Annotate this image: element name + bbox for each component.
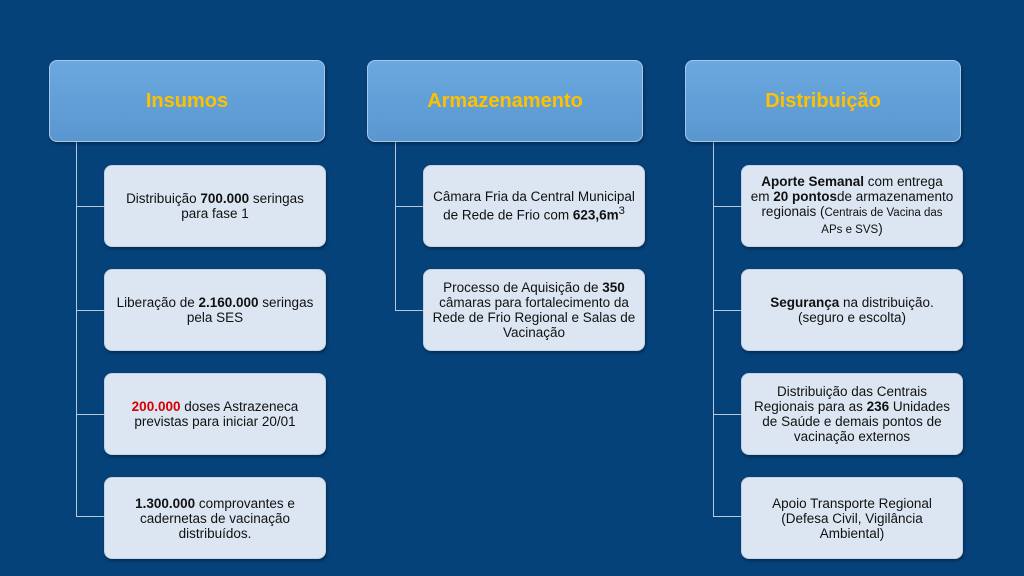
card-text-fragment: Liberação de xyxy=(116,295,199,310)
connector-line xyxy=(76,310,104,311)
card-text-fragment: 700.000 xyxy=(200,191,250,206)
card-text-fragment: Aporte Semanal xyxy=(761,174,864,189)
card-insumos-3 xyxy=(104,373,326,455)
card-text-fragment: Câmara Fria da Central Municipal de Rede de Frio com xyxy=(433,189,635,223)
card-text xyxy=(750,384,954,444)
card-text xyxy=(750,295,954,325)
connector-line xyxy=(395,310,423,311)
card-distribuicao-4 xyxy=(741,477,963,559)
connector-line xyxy=(76,414,104,415)
card-text-fragment: seringas para fase 1 xyxy=(181,191,304,221)
card-text xyxy=(432,189,636,223)
header-title: Insumos xyxy=(145,89,229,112)
connector-line xyxy=(395,142,396,310)
card-distribuicao-2 xyxy=(741,269,963,351)
card-text-fragment: 2.160.000 xyxy=(198,295,259,310)
card-text-fragment: 3 xyxy=(618,205,625,218)
card-text-fragment: Apoio Transporte Regional (Defesa Civil, Vigilância Ambiental) xyxy=(772,495,932,541)
connector-line xyxy=(713,516,741,517)
connector-line xyxy=(713,310,741,311)
card-text-fragment: ) xyxy=(878,221,883,236)
card-text xyxy=(113,191,317,221)
card-text-fragment: câmaras para fortalecimento da Rede de Frio Regional e Salas de Vacinação xyxy=(432,295,636,340)
card-text-fragment: ( xyxy=(819,204,825,219)
card-text xyxy=(750,496,954,541)
header-title: Distribuição xyxy=(765,89,881,112)
connector-line xyxy=(395,206,423,207)
card-text-fragment: Distribuição xyxy=(126,191,201,206)
card-text xyxy=(113,399,317,429)
card-text-fragment: Distribuição das Centrais Regionais para as xyxy=(754,384,928,414)
connector-line xyxy=(76,142,77,516)
card-text-fragment: Processo de Aquisição de xyxy=(443,280,603,295)
connector-line xyxy=(713,206,741,207)
card-text xyxy=(113,496,317,541)
connector-line xyxy=(76,206,104,207)
card-text-fragment: Centrais de Vacina das APs e SVS xyxy=(821,207,943,236)
card-text xyxy=(750,174,954,238)
connector-line xyxy=(713,414,741,415)
card-text-fragment: Segurança xyxy=(770,295,840,310)
card-insumos-4 xyxy=(104,477,326,559)
connector-line xyxy=(76,516,104,517)
card-text-fragment: 350 xyxy=(602,280,625,295)
card-text-fragment: 236 xyxy=(866,399,890,414)
card-text-fragment: seringas pela SES xyxy=(186,295,314,325)
card-text xyxy=(432,280,636,340)
card-distribuicao-1 xyxy=(741,165,963,247)
header-armazenamento xyxy=(367,60,643,142)
card-armazenamento-1 xyxy=(423,165,645,247)
card-text-fragment: com entrega em xyxy=(750,174,943,204)
card-text-fragment: doses Astrazeneca previstas para iniciar 20/01 xyxy=(134,399,299,429)
card-insumos-1 xyxy=(104,165,326,247)
card-text-fragment: na distribuição. (seguro e escolta) xyxy=(797,295,934,325)
card-text-fragment: Unidades de Saúde e demais pontos de vacinação externos xyxy=(762,399,950,444)
card-text-fragment: 20 pontos xyxy=(773,189,837,204)
connector-line xyxy=(713,142,714,516)
header-insumos xyxy=(49,60,325,142)
card-text-fragment: 623,6m xyxy=(572,207,619,223)
card-distribuicao-3 xyxy=(741,373,963,455)
card-text-fragment: 200.000 xyxy=(131,399,181,414)
card-text xyxy=(113,295,317,325)
card-text-fragment: 1.300.000 xyxy=(135,495,196,511)
header-title: Armazenamento xyxy=(427,89,583,112)
card-armazenamento-2 xyxy=(423,269,645,351)
header-distribuicao xyxy=(685,60,961,142)
card-insumos-2 xyxy=(104,269,326,351)
card-text-fragment: comprovantes e cadernetas de vacinação distribuídos. xyxy=(139,495,295,541)
card-text-fragment: de armazenamento regionais xyxy=(761,189,954,219)
